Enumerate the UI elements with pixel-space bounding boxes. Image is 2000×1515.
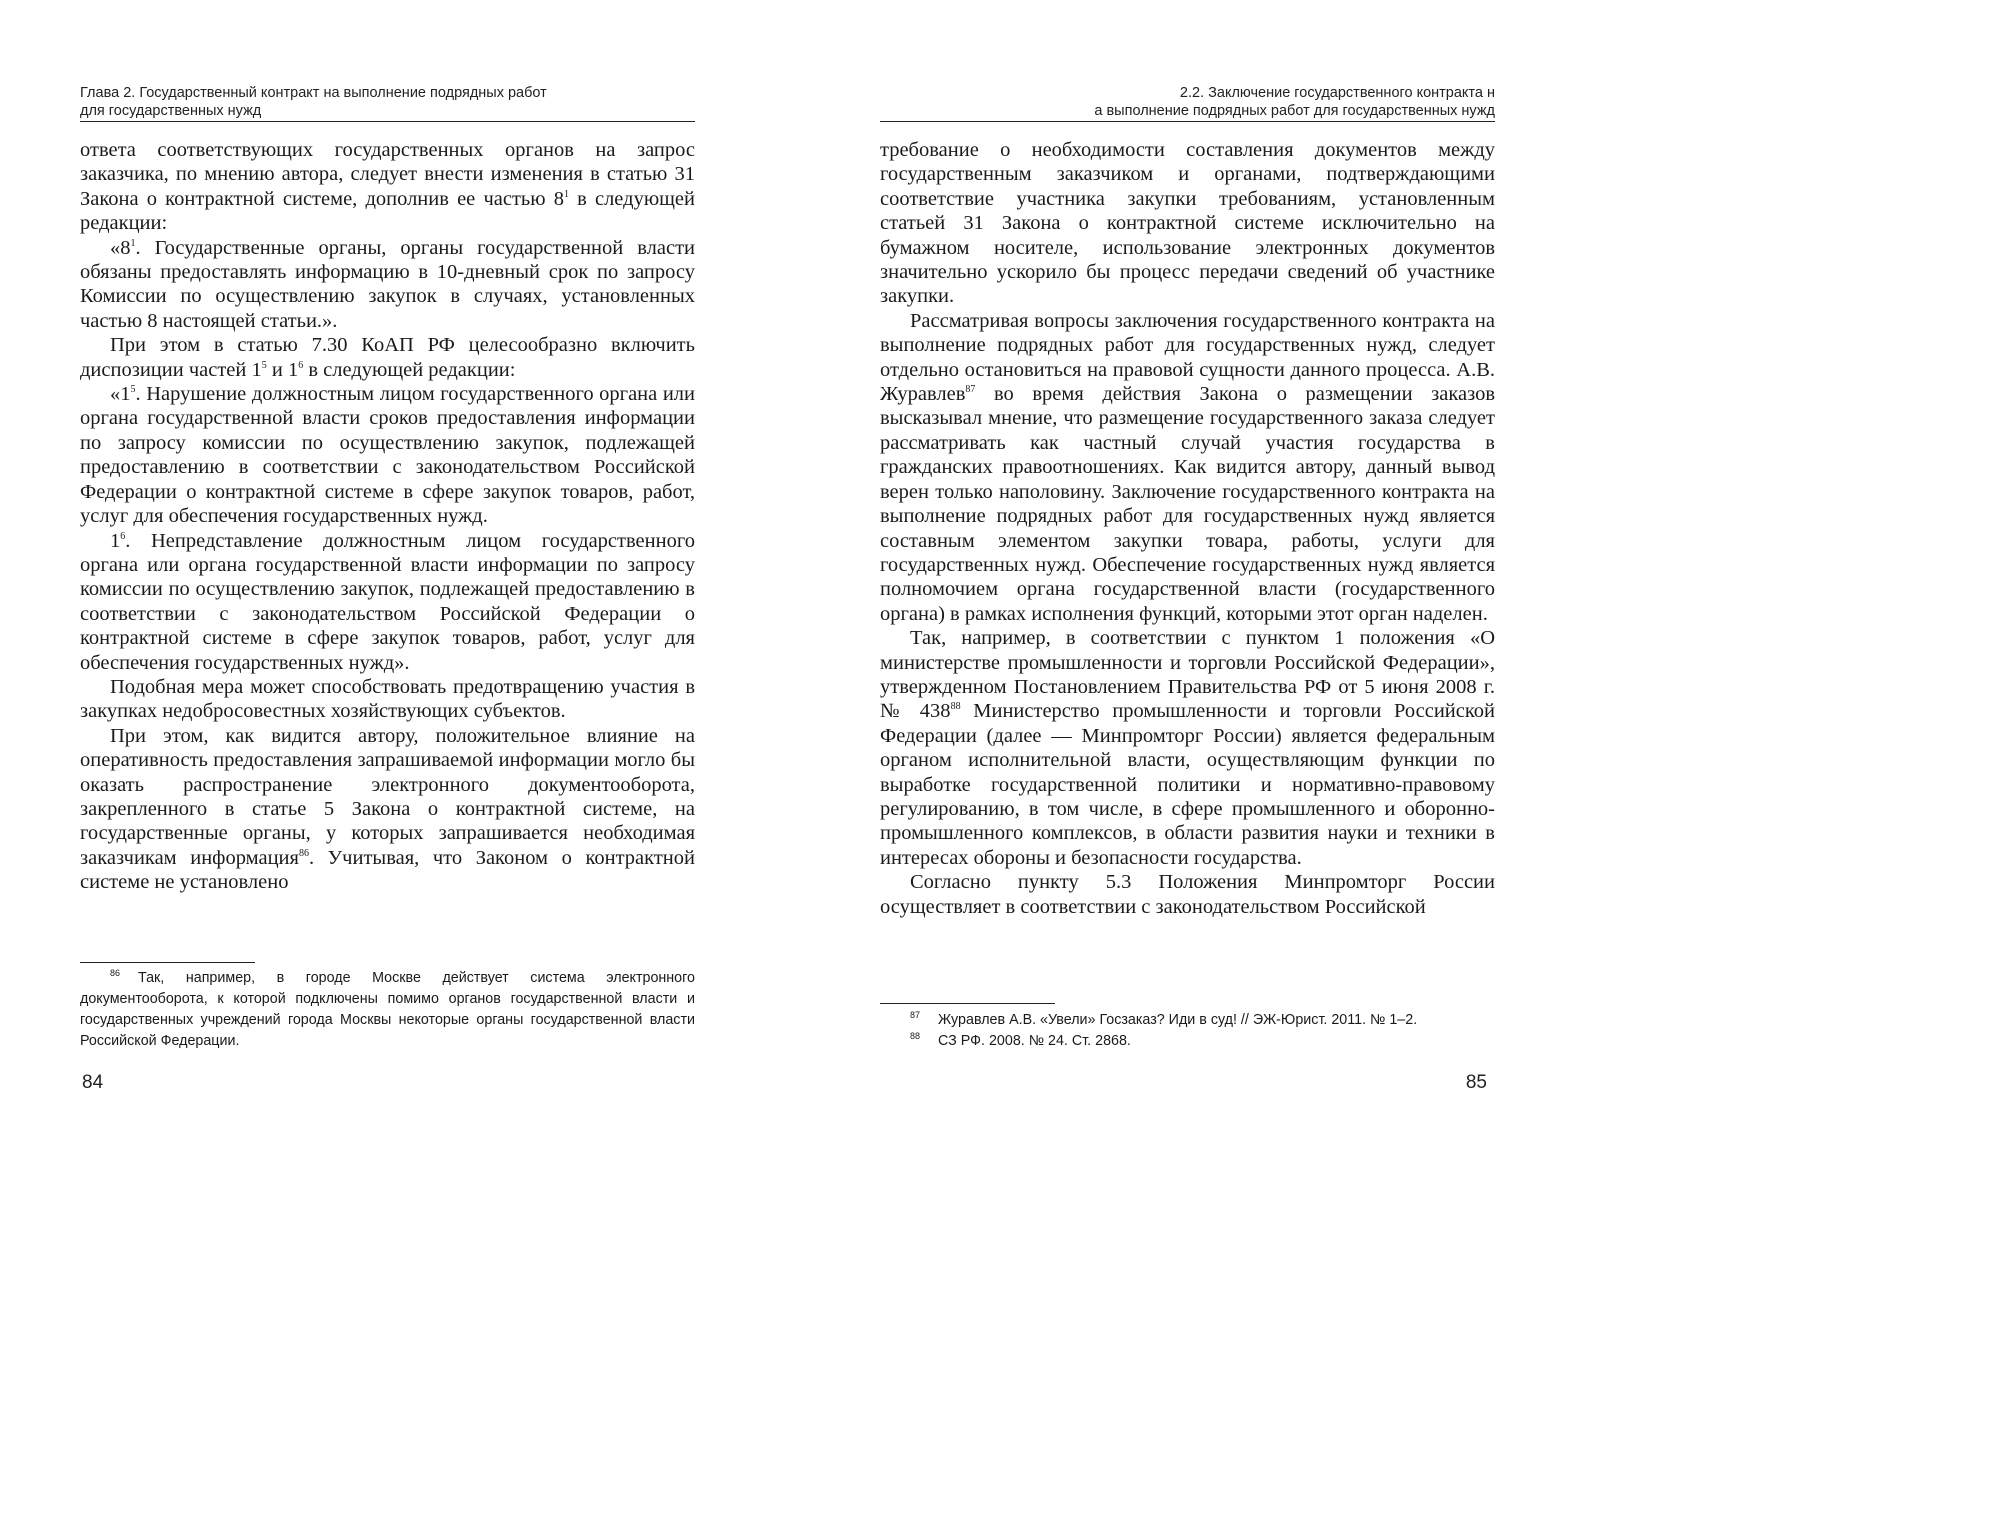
- paragraph: «$8^1$. Государственные органы, органы государственной власти обязаны предоставлять информацию в 10-дневный срок по запросу Комиссии по осуществлению закупок в случаях, установленных частью 8 настоящей статьи.».: [80, 236, 695, 332]
- paragraph: требование о необходимости составления документов между государственным заказчиком и органами, подтверждающими соответствие участника закупки требованиям, установленным статьей 31 Закона о контрактной системе исключительно на бумажном носителе, использование электронных документов значительно ускорило бы процесс передачи сведений об участнике закупки.: [880, 139, 1495, 308]
- right-page: [880, 0, 1495, 1188]
- right-header-line2: а выполнение подрядных работ для государственных нужд: [1094, 103, 1495, 119]
- right-running-header: [880, 84, 1495, 122]
- paragraph: При этом, как видится автору, положительное влияние на оперативность предоставления запрашиваемой информации могло бы оказать распространение электронного документооборота, закрепленного в статье 5 Закона о контрактной системе, на государственные органы, у которых запрашивается необходимая заказчикам информация$^{86}$. Учитывая, что Законом о контрактной системе не установлено: [80, 724, 695, 894]
- paragraph: Рассматривая вопросы заключения государственного контракта на выполнение подрядных работ для государственных нужд, следует отдельно остановиться на правовой сущности данного процесса. А.В. Журавлев$^{87}$ во время действия Закона о размещении заказов высказывал мнение, что размещение государственного заказа следует рассматривать как частный случай участия государства в гражданских правоотношениях. Как видится автору, данный вывод верен только наполовину. Заключение государственного контракта на выполнение подрядных работ для государственных нужд является составным элементом закупки товара, работы, услуги для государственных нужд. Обеспечение государственных нужд является полномочием органа государственной власти (государственного органа) в рамках исполнения функций, которыми этот орган наделен.: [880, 309, 1495, 625]
- footnote-88: $^{88}$ СЗ РФ. 2008. № 24. Ст. 2868.: [910, 1031, 1131, 1049]
- right-header-line1: 2.2. Заключение государственного контракта н: [1179, 85, 1495, 101]
- paragraph: Подобная мера может способствовать предотвращению участия в закупках недобросовестных хозяйствующих субъектов.: [80, 675, 695, 723]
- left-header-rule: [80, 121, 695, 122]
- footnote-87: $^{87}$ Журавлев А.В. «Увели» Госзаказ? Иди в суд! // ЭЖ-Юрист. 2011. № 1–2.: [910, 1010, 1418, 1028]
- left-header-line2: для государственных нужд: [80, 103, 262, 119]
- left-footnote-rule: [80, 962, 255, 963]
- left-page-number: 84: [82, 1072, 104, 1093]
- right-header-rule: [880, 121, 1495, 122]
- paragraph: При этом в статью 7.30 КоАП РФ целесообразно включить диспозиции частей $1^5$ и $1^6$ в следующей редакции:: [80, 334, 695, 381]
- right-page-number: 85: [1465, 1072, 1487, 1093]
- paragraph: Так, например, в соответствии с пунктом 1 положения «О министерстве промышленности и торговли Российской Федерации», утвержденном Постановлением Правительства РФ от 5 июня 2008 г. № $438^{88}$ Министерство промышленности и торговли Российской Федерации (далее — Минпромторг России) является федеральным органом исполнительной власти, осуществляющим функции по выработке государственной политики и нормативно-правовому регулированию, в том числе, в сфере промышленного и оборонно-промышленного комплексов, в области развития науки и техники в интересах обороны и безопасности государства.: [880, 627, 1495, 869]
- left-page: [80, 0, 695, 1188]
- paragraph: «$1^5$. Нарушение должностным лицом государственного органа или органа государственной власти сроков предоставления информации по запросу комиссии по осуществлению закупок, подлежащей предоставлению в соответствии с законодательством Российской Федерации о контрактной системе в сфере закупок товаров, работ, услуг для обеспечения государственных нужд.: [80, 383, 695, 528]
- right-footnote-rule: [880, 1003, 1055, 1004]
- left-body-text: [80, 138, 695, 895]
- left-running-header: [80, 84, 695, 122]
- right-footnotes: [880, 1010, 1495, 1052]
- left-header-line1: Глава 2. Государственный контракт на выполнение подрядных работ: [80, 85, 547, 101]
- paragraph: $1^6$. Непредставление должностным лицом государственного органа или органа государственной власти информации по запросу комиссии по осуществлению закупок, подлежащей предоставлению в соответствии с законодательством Российской Федерации о контрактной системе в сфере закупок товаров, работ, услуг для обеспечения государственных нужд».: [80, 529, 695, 674]
- paragraph: Согласно пункту 5.3 Положения Минпромторг России осуществляет в соответствии с законодательством Российской: [880, 871, 1495, 918]
- paragraph: ответа соответствующих государственных органов на запрос заказчика, по мнению автора, следует внести изменения в статью 31 Закона о контрактной системе, дополнив ее частью $8^1$ в следующей редакции:: [80, 139, 695, 235]
- footnote-86: $^{86}$ Так, например, в городе Москве действует система электронного документооборота, к которой подключены помимо органов государственной власти и государственных учреждений города Москвы некоторые органы государственной власти Российской Федерации.: [80, 968, 695, 1049]
- left-footnotes: [80, 968, 695, 1052]
- right-body-text: [880, 138, 1495, 919]
